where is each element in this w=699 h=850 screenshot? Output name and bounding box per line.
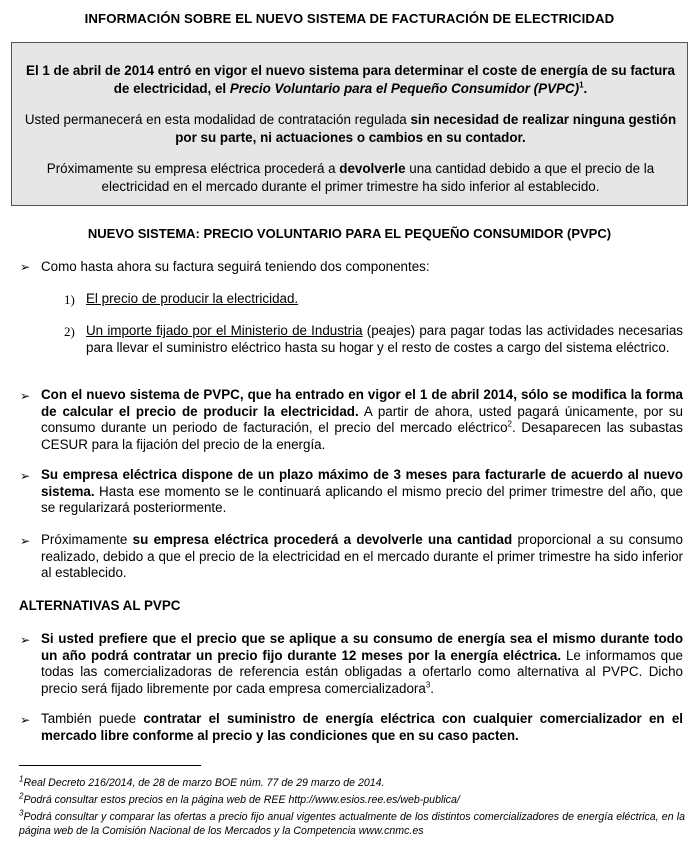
item-1-text: El precio de producir la electricidad. — [86, 291, 299, 306]
footnote-divider — [19, 765, 201, 766]
footnote-2: $^2$Podrá consultar estos precios en la página web de REE http://www.esios.ree.es/web-publica/ — [19, 791, 460, 806]
arrow-bullet-icon: ➢ — [20, 713, 31, 727]
footnote-1: $^1$Real Decreto 216/2014, de 28 de marzo BOE núm. 77 de 29 marzo de 2014. — [19, 774, 385, 789]
arrow-bullet-icon: ➢ — [20, 389, 31, 403]
bullet-3-text: Su empresa eléctrica dispone de un plazo máximo de 3 meses para facturarle de acuerdo al nuevo sistema. Hasta ese momento se le continuará aplicando el mismo precio del primer trimestre del año, que se regularizará posteriormente. — [41, 467, 683, 516]
arrow-bullet-icon: ➢ — [20, 469, 31, 483]
bullet-4-text: Próximamente su empresa eléctrica procederá a devolverle una cantidad proporcional a su consumo realizado, debido a que el precio de la electricidad en el mercado durante el primer trimestre ha sido inferior al establecido. — [41, 532, 683, 581]
bullet-6-text: También puede contratar el suministro de energía eléctrica con cualquier comercializador en el mercado libre conforme al precio y las condiciones que en su caso pacten. — [41, 711, 684, 743]
arrow-bullet-icon: ➢ — [20, 534, 31, 548]
info-box — [11, 42, 688, 206]
info-paragraph-2: Usted permanecerá en esta modalidad de contratación regulada sin necesidad de realizar ninguna gestión por su parte, ni actuaciones o cambios en su contador. — [24, 112, 677, 145]
info-paragraph-1: El 1 de abril de 2014 entró en vigor el nuevo sistema para determinar el coste de energía de su factura de electricidad, el Precio Voluntario para el Pequeño Consumidor (PVPC)$^1$. — [26, 63, 675, 96]
arrow-bullet-icon: ➢ — [20, 633, 31, 647]
item-2-text: Un importe fijado por el Ministerio de Industria (peajes) para pagar todas las actividades necesarias para llevar el suministro eléctrico hasta su hogar y el resto de costes a cargo del sistema eléctrico. — [86, 323, 683, 355]
document-title: INFORMACIÓN SOBRE EL NUEVO SISTEMA DE FACTURACIÓN DE ELECTRICIDAD — [84, 11, 615, 26]
arrow-bullet-icon: ➢ — [20, 260, 31, 274]
section-subtitle: NUEVO SISTEMA: PRECIO VOLUNTARIO PARA EL PEQUEÑO CONSUMIDOR (PVPC) — [87, 226, 612, 241]
alternatives-heading: ALTERNATIVAS AL PVPC — [19, 598, 181, 613]
bullet-1-text: Como hasta ahora su factura seguirá teniendo dos componentes: — [41, 259, 430, 274]
bullet-2-text: Con el nuevo sistema de PVPC, que ha entrado en vigor el 1 de abril 2014, sólo se modifica la forma de calcular el precio de producir la electricidad. A partir de ahora, usted pagará únicamente, por su consumo durante un periodo de facturación, el precio del mercado eléctrico$^2$. Desaparecen las subastas CESUR para la fijación del precio de la energía. — [41, 387, 683, 452]
info-paragraph-3: Próximamente su empresa eléctrica procederá a devolverle una cantidad debido a que el precio de la electricidad en el mercado durante el primer trimestre ha sido inferior al establecido. — [46, 161, 655, 194]
item-number: 1) — [64, 292, 75, 307]
footnote-3: $^3$Podrá consultar y comparar las ofertas a precio fijo anual vigentes actualmente de los distintos comercializadores de energía eléctrica, en la página web de la Comisión Nacional de los Mercados y la Competencia www.cnmc.es — [19, 808, 685, 837]
item-number: 2) — [64, 324, 75, 339]
bullet-5-text: Si usted prefiere que el precio que se aplique a su consumo de energía sea el mismo durante todo un año podrá contratar un precio fijo durante 12 meses por la energía eléctrica. Le informamos que todas las comercializadoras de referencia están obligadas a ofertarlo como alternativa al PVPC. Dicho precio será fijado libremente por cada empresa comercializadora$^3$. — [41, 631, 683, 696]
